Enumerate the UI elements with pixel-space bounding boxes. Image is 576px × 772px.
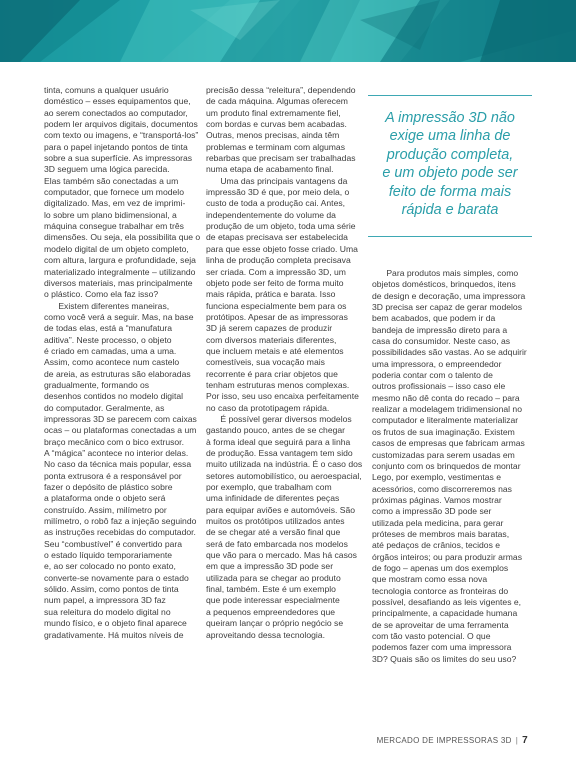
text-line: de etapas precisava ser estabelecida [206,232,348,243]
pull-quote-line: e um objeto pode ser [382,165,518,182]
pull-quote [368,95,532,237]
text-line: construído. Assim, milímetro por [44,504,167,515]
text-line: 3D precisa ser capaz de gerar modelos [372,302,522,313]
text-line: objeto pode ser feito de forma muito [206,277,344,288]
text-line: Outras, menos precisas, ainda têm [206,130,340,141]
text-line: mesmo não dê conta do recado – para [372,392,520,403]
text-column-2 [206,85,363,641]
text-line: com texto ou imagens, e “transportá-los” [44,130,199,141]
text-line: recorrente é para criar objetos que [206,368,338,379]
text-line: Para produtos mais simples, como [372,268,519,278]
text-line: mais rápida, prática e barata. Isso [206,289,336,300]
text-line: 3D? Quais são os limites do seu uso? [372,653,517,664]
text-line: Seu “combustível” é convertido para [44,538,183,549]
text-line: a plataforma onde o objeto será [44,493,166,504]
text-line: tecnologia contorce as fronteiras do [372,585,509,596]
text-line: podemos fazer com uma impressora [372,642,512,653]
page-footer [377,735,528,746]
text-line: uma infinidade de diferentes peças [206,493,340,504]
text-line: por exemplo, que trabalham com [206,482,332,493]
text-line: com bordas e curvas bem acabadas. [206,119,347,130]
text-line: ocas – ou plataformas conectadas a um [44,425,197,436]
text-line: linha de produção completa precisava [206,255,351,266]
text-line: computador, que fornece um modelo [44,187,184,198]
text-line: gradativamente. Há muitos níveis de [44,629,184,640]
text-line: braço mecânico com o bico extrusor. [44,436,184,447]
text-line: produção de um objeto, toda uma série [206,221,356,232]
text-line: rebarbas que precisam ser trabalhadas [206,153,356,164]
footer-separator: | [515,736,519,745]
text-line: doméstico – esses equipamentos que, [44,96,191,107]
text-line: gradualmente, formando os [44,379,150,390]
text-line: máquina consegue trabalhar em três [44,221,184,232]
text-line: dimensões. Ou seja, ela possibilita que o [44,232,201,243]
text-line: para equipar aviões e automóveis. São [206,504,356,515]
text-line: o plástico. Como ela faz isso? [44,289,159,300]
text-line: ponta extrusora é a responsável por [44,470,182,481]
text-line: Assim, como acontece num castelo [44,357,180,368]
text-line: a pequenos empreendedores que [206,606,336,617]
text-line: em que a impressão 3D pode ser [206,561,334,572]
text-line: sobre a sua superfície. As impressoras [44,153,193,164]
text-line: o estado líquido temporariamente [44,550,173,561]
pull-quote-line: feito de forma mais [388,183,512,200]
text-line: Lego, por exemplo, vestimentas e [372,472,501,483]
text-line: funciona especialmente bem para os [206,300,347,311]
text-line: de produção. Essa vantagem tem sido [206,448,353,458]
text-line: de cada máquina. Algumas oferecem [206,96,348,107]
text-line: casos de empresas que fabricam armas [372,438,525,449]
text-line: de fogo – apenas um dos exemplos [372,562,509,573]
text-line: No caso da técnica mais popular, essa [44,459,192,470]
text-line: final, também. Este é um exemplo [206,584,336,595]
text-line: que incluem metais e até elementos [206,345,344,356]
pull-quote-line: produção completa, [386,146,514,163]
text-line: como a impressão 3D pode ser [372,506,492,517]
text-line: tenham estruturas menos complexas. [206,379,350,390]
text-line: Por isso, seu uso encaixa perfeitamente [206,391,359,402]
text-line: desenhos contidos no modelo digital [44,391,184,402]
text-line: acessórios, como discorreremos nas [372,483,512,494]
text-line: custo de toda a produção cai. Antes, [206,198,346,209]
text-line: que pode interessar especialmente [206,595,340,606]
text-line: lo sobre um plano bidimensional, a [44,209,177,220]
text-line: que vão para o mercado. Mas há casos [206,550,357,561]
text-line: no caso da prototipagem rápida. [206,402,330,413]
text-line: muitos os protótipos utilizados antes [206,516,345,527]
text-line: as instruções recebidas do computador. [44,527,196,538]
page-number: 7 [522,735,528,746]
text-line: uma impressora, o empreendedor [372,358,502,369]
text-line: principalmente, a capacidade humana [372,608,518,619]
text-line: digitalizado. Mas, em vez de imprimi- [44,198,186,209]
text-line: sua releitura do modelo digital no [44,606,171,617]
text-line: próteses de membros mais baratas, [372,528,510,539]
text-line: possível, desafiando as leis vigentes e, [372,596,522,607]
text-line: milímetro, o robô faz a injeção seguindo [44,516,197,527]
text-line: com tão vasto potencial. O que [372,631,491,641]
text-line: É possível gerar diversos modelos [206,413,352,424]
text-line: objetos domésticos, brinquedos, itens [372,279,516,290]
text-line: numa etapa de acabamento final. [206,164,334,175]
text-line: impressoras 3D se parecem com caixas [44,413,197,424]
pull-quote-text [368,109,532,219]
text-line: de se aproveitar de uma ferramenta [372,619,509,630]
text-column-1 [44,85,201,641]
text-line: fazer o depósito de plástico sobre [44,482,173,493]
text-line: tinta, comuns a qualquer usuário [44,85,169,95]
text-line: com altura, largura e profundidade, seja [44,255,196,266]
text-line: bandeja de impressão direto para a [372,324,508,335]
text-line: 3D já serem capazes de produzir [206,323,333,334]
text-line: poderia contar com o talento de [372,370,493,381]
text-line: computador e literalmente materializar [372,415,519,426]
text-line: Uma das principais vantagens da [206,175,348,186]
text-line: sólido. Assim, como pontos de tinta [44,584,179,595]
text-line: conjunto com os brinquedos de montar [372,460,521,471]
text-line: até pedaços de crânios, tecidos e [372,540,501,551]
text-line: casa do consumidor. Neste caso, as [372,336,511,347]
text-line: A “mágica” acontece no interior delas. [44,448,189,458]
text-line: para o papel injetando pontos de tinta [44,141,188,152]
text-line: podem ler arquivos digitais, documentos [44,119,198,130]
text-line: com diversos materiais diferentes, [206,334,337,345]
text-line: 3D seguem uma lógica parecida. [44,164,170,175]
text-line: um produto final extremamente fiel, [206,107,341,118]
text-line: Existem diferentes maneiras, [44,300,170,311]
text-line: de design e decoração, uma impressora [372,290,526,301]
text-line: como você verá a seguir. Mas, na base [44,311,194,322]
text-line: ser criada. Com a impressão 3D, um [206,266,346,277]
text-line: impressão 3D é que, por meio dela, o [206,187,350,198]
text-line: será de fato embarcada nos modelos [206,538,348,549]
text-line: muito utilizada na indústria. É o caso dos [206,459,363,470]
text-line: órgãos inteiros; ou para produzir armas [372,551,522,562]
text-line: gastando pouco, antes de se chegar [206,425,346,436]
text-line: utilizada para se chegar ao produto [206,572,341,583]
text-line: protótipos. Apesar de as impressoras [206,311,348,322]
text-line: para que esse objeto fosse criado. Uma [206,243,358,254]
text-column-3 [372,268,527,665]
text-line: mundo físico, e o objeto final aparece [44,618,187,629]
text-line: problemas e terminam com algumas [206,141,345,152]
text-line: e, ao ser colocado no ponto exato, [44,561,176,572]
text-line: que mostram como essa nova [372,574,488,585]
pull-quote-line: rápida e barata [401,202,499,219]
text-line: de se chegar até a versão final que [206,527,341,538]
text-line: materializado integralmente – utilizando [44,266,196,277]
text-line: customizadas para serem usadas em [372,449,515,460]
text-line: de todas elas, está a “manufatura [44,323,173,334]
text-line: bem acabados, que podem ir da [372,313,496,324]
text-line: utilizada pela medicina, para gerar [372,517,504,528]
text-line: outros profissionais – isso caso ele [372,381,506,392]
text-line: realizar a modelagem tridimensional no [372,404,522,415]
text-line: modelo digital de um objeto completo, [44,243,189,254]
text-line: do computador. Geralmente, as [44,402,165,413]
text-line: diversos materiais, mas principalmente [44,277,193,288]
pull-quote-line: A impressão 3D não [385,110,515,126]
text-line: Elas também são conectadas a um [44,175,179,186]
text-line: aditiva”. Neste processo, o objeto [44,334,172,345]
text-line: queiram lançar o próprio negócio se [206,618,344,629]
header-banner [0,0,576,62]
text-line: precisão dessa “releitura”, dependendo [206,85,356,95]
pull-quote-line: exige uma linha de [389,128,511,145]
text-line: de areia, as estruturas são elaboradas [44,368,191,379]
text-line: à forma ideal que seguirá para a linha [206,436,351,447]
magazine-name: MERCADO DE IMPRESSORAS 3D [376,736,512,745]
text-line: independentemente do volume da [206,209,336,220]
text-line: num papel, a impressora 3D faz [44,595,166,606]
text-line: comestíveis, sua vocação mais [206,357,325,368]
text-line: aproveitando dessa tecnologia. [206,629,325,640]
text-line: converte-se novamente para o estado [44,572,189,583]
text-line: setores automobilístico, ou aeroespacial, [206,470,362,481]
text-line: próximas páginas. Vamos mostrar [372,494,502,505]
text-line: ao serem conectados ao computador, [44,107,188,118]
text-line: os frutos de sua imaginação. Existem [372,426,515,437]
text-line: possibilidades são vastas. Ao se adquirir [372,347,527,358]
text-line: é criado em camadas, uma a uma. [44,345,177,356]
